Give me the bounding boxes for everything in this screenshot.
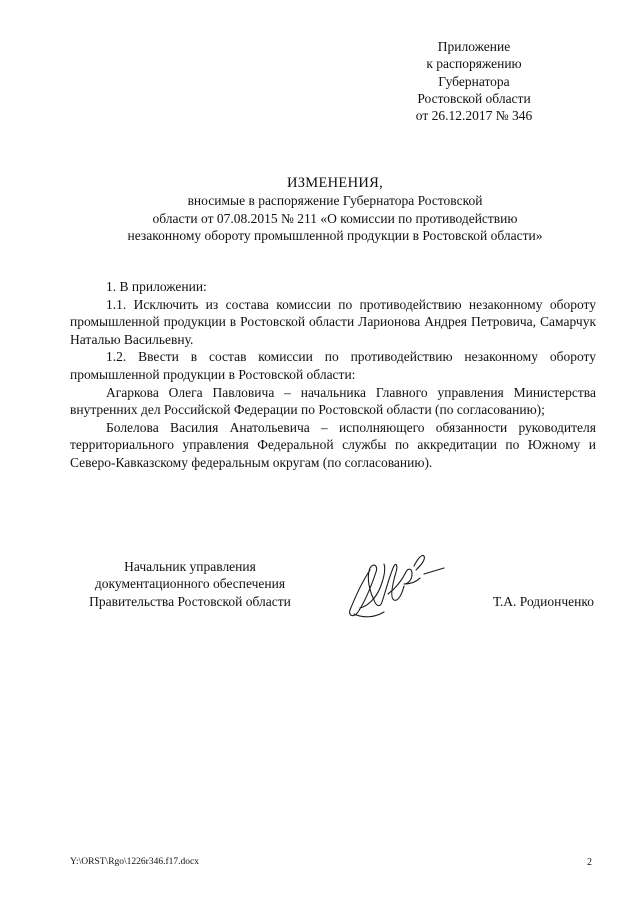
paragraph-member-bolelov: Болелова Василия Анатольевича – исполняющего обязанности руководителя территориального управления Федеральной службы по аккредитации по Южному и Северо-Кавказскому федеральным округам (по согласованию). [70,419,596,470]
paragraph-1: 1. В приложении: [106,279,207,294]
signatory-name: Т.А. Родионченко [493,594,594,609]
footer-file-path: Y:\ORST\Rgo\1226r346.f17.docx [70,857,199,867]
appendix-line-1: Приложение [437,39,511,54]
appendix-line-4: Ростовской области [417,90,531,106]
appendix-line-3: Губернатора [438,73,510,89]
page-number: 2 [587,857,592,868]
signatory-position [70,558,310,610]
appendix-header [374,38,574,124]
document-body [70,278,596,472]
paragraph-1-1: 1.1. Исключить из состава комиссии по противодействию незаконному обороту промышленной продукции в Ростовской области Ларионова Андрея Петровича, Самарчук Наталью Васильевну. [70,296,596,347]
title-line-3: незаконному обороту промышленной продукции в Ростовской области» [127,227,543,243]
signatory-line-1: Начальник управления [124,559,256,574]
title-line-2: области от 07.08.2015 № 211 «О комиссии по противодействию [152,210,518,226]
paragraph-1-2: 1.2. Ввести в состав комиссии по противодействию незаконному обороту промышленной продукции в Ростовской области: [70,349,596,382]
title-line-1: вносимые в распоряжение Губернатора Ростовской [187,193,483,209]
appendix-line-5: от 26.12.2017 № 346 [415,108,533,124]
signatory-line-2: документационного обеспечения [94,576,286,592]
document-title [70,175,600,244]
appendix-line-2: к распоряжению [426,56,522,72]
title-heading: ИЗМЕНЕНИЯ, [286,175,384,191]
signatory-line-3: Правительства Ростовской области [89,593,291,609]
handwritten-signature [340,548,455,628]
paragraph-member-agarkov: Агаркова Олега Павловича – начальника Главного управления Министерства внутренних дел Российской Федерации по Ростовской области (по согласованию); [70,384,596,418]
